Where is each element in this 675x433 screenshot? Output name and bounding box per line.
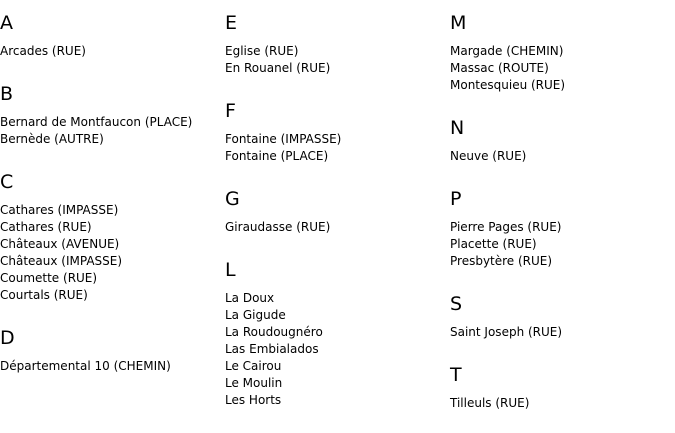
- street-item[interactable]: La Roudougnéro: [225, 325, 323, 339]
- letter-heading: T: [450, 364, 462, 386]
- street-list: [450, 43, 565, 94]
- street-item[interactable]: Courtals (RUE): [0, 288, 88, 302]
- street-item[interactable]: Bernède (AUTRE): [0, 132, 104, 146]
- letter-group-t: [450, 364, 530, 410]
- street-list: [0, 43, 86, 60]
- letter-heading: G: [225, 188, 240, 210]
- street-item[interactable]: Massac (ROUTE): [450, 61, 549, 75]
- letter-heading: M: [450, 12, 467, 34]
- street-item[interactable]: Départemental 10 (CHEMIN): [0, 359, 171, 373]
- street-list: [225, 290, 323, 409]
- street-item[interactable]: Placette (RUE): [450, 237, 537, 251]
- street-list: [450, 395, 529, 412]
- street-item[interactable]: Saint Joseph (RUE): [450, 325, 563, 339]
- street-list: [0, 358, 171, 375]
- letter-heading: C: [0, 171, 14, 193]
- street-item[interactable]: Le Cairou: [225, 359, 282, 373]
- letter-group-g: [225, 188, 331, 234]
- street-item[interactable]: Margade (CHEMIN): [450, 44, 564, 58]
- street-list: [450, 148, 526, 165]
- street-item[interactable]: Châteaux (AVENUE): [0, 237, 120, 251]
- street-item[interactable]: Cathares (RUE): [0, 220, 92, 234]
- letter-group-f: [225, 100, 342, 163]
- street-item[interactable]: Coumette (RUE): [0, 271, 98, 285]
- street-item[interactable]: Fontaine (IMPASSE): [225, 132, 342, 146]
- street-item[interactable]: Pierre Pages (RUE): [450, 220, 562, 234]
- street-item[interactable]: Eglise (RUE): [225, 44, 299, 58]
- street-item[interactable]: Las Embialados: [225, 342, 319, 356]
- street-item[interactable]: La Doux: [225, 291, 275, 305]
- street-list: [0, 114, 192, 148]
- letter-group-e: [225, 12, 331, 75]
- letter-heading: E: [225, 12, 238, 34]
- letter-heading: A: [0, 12, 13, 34]
- street-item[interactable]: Arcades (RUE): [0, 44, 86, 58]
- street-item[interactable]: La Gigude: [225, 308, 286, 322]
- letter-heading: F: [225, 100, 236, 122]
- letter-group-b: [0, 83, 193, 146]
- street-item[interactable]: Tilleuls (RUE): [450, 396, 530, 410]
- street-list: [450, 219, 561, 270]
- street-item[interactable]: En Rouanel (RUE): [225, 61, 331, 75]
- street-list: [0, 202, 122, 304]
- letter-heading: S: [450, 293, 463, 315]
- letter-heading: B: [0, 83, 14, 105]
- street-item[interactable]: Les Horts: [225, 393, 282, 407]
- letter-group-l: [225, 259, 323, 407]
- street-item[interactable]: Châteaux (IMPASSE): [0, 254, 123, 268]
- street-list: [225, 219, 330, 236]
- street-item[interactable]: Presbytère (RUE): [450, 254, 553, 268]
- street-item[interactable]: Neuve (RUE): [450, 149, 527, 163]
- letter-group-p: [450, 188, 562, 268]
- letter-heading: L: [225, 259, 236, 281]
- letter-group-s: [450, 293, 563, 339]
- street-item[interactable]: Montesquieu (RUE): [450, 78, 566, 92]
- street-item[interactable]: Cathares (IMPASSE): [0, 203, 119, 217]
- street-item[interactable]: Le Moulin: [225, 376, 283, 390]
- street-list: [225, 43, 330, 77]
- letter-group-n: [450, 117, 527, 163]
- letter-heading: D: [0, 327, 15, 349]
- street-list: [225, 131, 341, 165]
- street-item[interactable]: Fontaine (PLACE): [225, 149, 329, 163]
- street-item[interactable]: Bernard de Montfaucon (PLACE): [0, 115, 193, 129]
- letter-group-d: [0, 327, 171, 373]
- letter-heading: P: [450, 188, 462, 210]
- street-list: [450, 324, 562, 341]
- street-item[interactable]: Giraudasse (RUE): [225, 220, 331, 234]
- letter-group-a: [0, 12, 86, 58]
- letter-heading: N: [450, 117, 465, 139]
- letter-group-c: [0, 171, 123, 302]
- letter-group-m: [450, 12, 566, 92]
